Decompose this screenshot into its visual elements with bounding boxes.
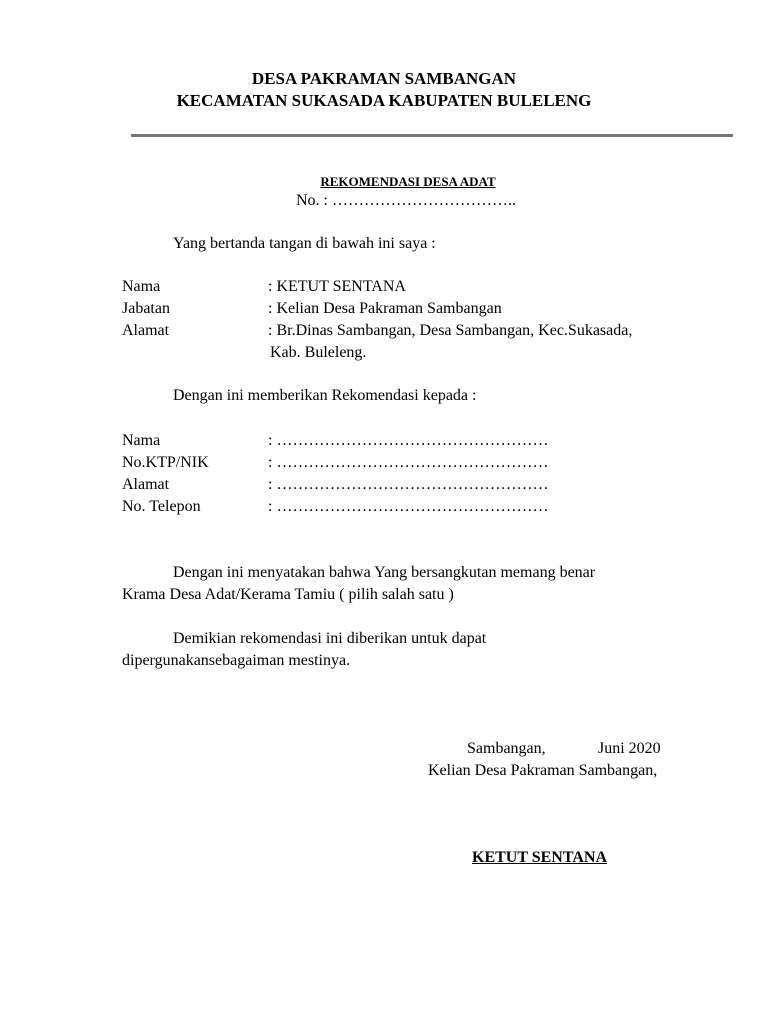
- signature-date: Juni 2020: [598, 740, 661, 757]
- signer-name-label: Nama: [122, 278, 161, 295]
- signer-position-label: Jabatan: [122, 300, 170, 317]
- signatory-name: KETUT SENTANA: [472, 849, 607, 866]
- signature-place: Sambangan,: [467, 740, 546, 757]
- closing-line-2: dipergunakansebagaiman mestinya.: [122, 652, 351, 669]
- document-title: REKOMENDASI DESA ADAT: [320, 174, 496, 189]
- signer-address-label: Alamat: [122, 322, 170, 339]
- statement-line-1: Dengan ini menyatakan bahwa Yang bersangkutan memang benar: [173, 564, 596, 581]
- recipient-address-label: Alamat: [122, 476, 170, 493]
- recipient-address-value: : ……………………………………………: [268, 476, 549, 493]
- header-divider: [131, 134, 733, 137]
- recommendation-intro: Dengan ini memberikan Rekomendasi kepada :: [173, 387, 477, 404]
- signer-address-value: : Br.Dinas Sambangan, Desa Sambangan, Kec.Sukasada,: [268, 322, 633, 339]
- signer-name-value: : KETUT SENTANA: [268, 278, 406, 295]
- document-number: No. : ……………………………..: [296, 192, 516, 209]
- district-name: KECAMATAN SUKASADA KABUPATEN BULELENG: [176, 91, 592, 110]
- recipient-id-value: : ……………………………………………: [268, 454, 549, 471]
- statement-line-2: Krama Desa Adat/Kerama Tamiu ( pilih salah satu ): [122, 586, 454, 603]
- recipient-phone-label: No. Telepon: [122, 498, 201, 515]
- recipient-phone-value: : ……………………………………………: [268, 498, 549, 515]
- signer-address-continued: Kab. Buleleng.: [270, 344, 367, 361]
- recipient-id-label: No.KTP/NIK: [122, 454, 209, 471]
- signer-position-value: : Kelian Desa Pakraman Sambangan: [268, 300, 502, 317]
- village-name: DESA PAKRAMAN SAMBANGAN: [251, 69, 517, 88]
- closing-line-1: Demikian rekomendasi ini diberikan untuk dapat: [173, 630, 487, 647]
- signature-position: Kelian Desa Pakraman Sambangan,: [428, 762, 658, 779]
- intro-text: Yang bertanda tangan di bawah ini saya :: [173, 235, 436, 252]
- recipient-name-label: Nama: [122, 432, 161, 449]
- recipient-name-value: : ……………………………………………: [268, 432, 549, 449]
